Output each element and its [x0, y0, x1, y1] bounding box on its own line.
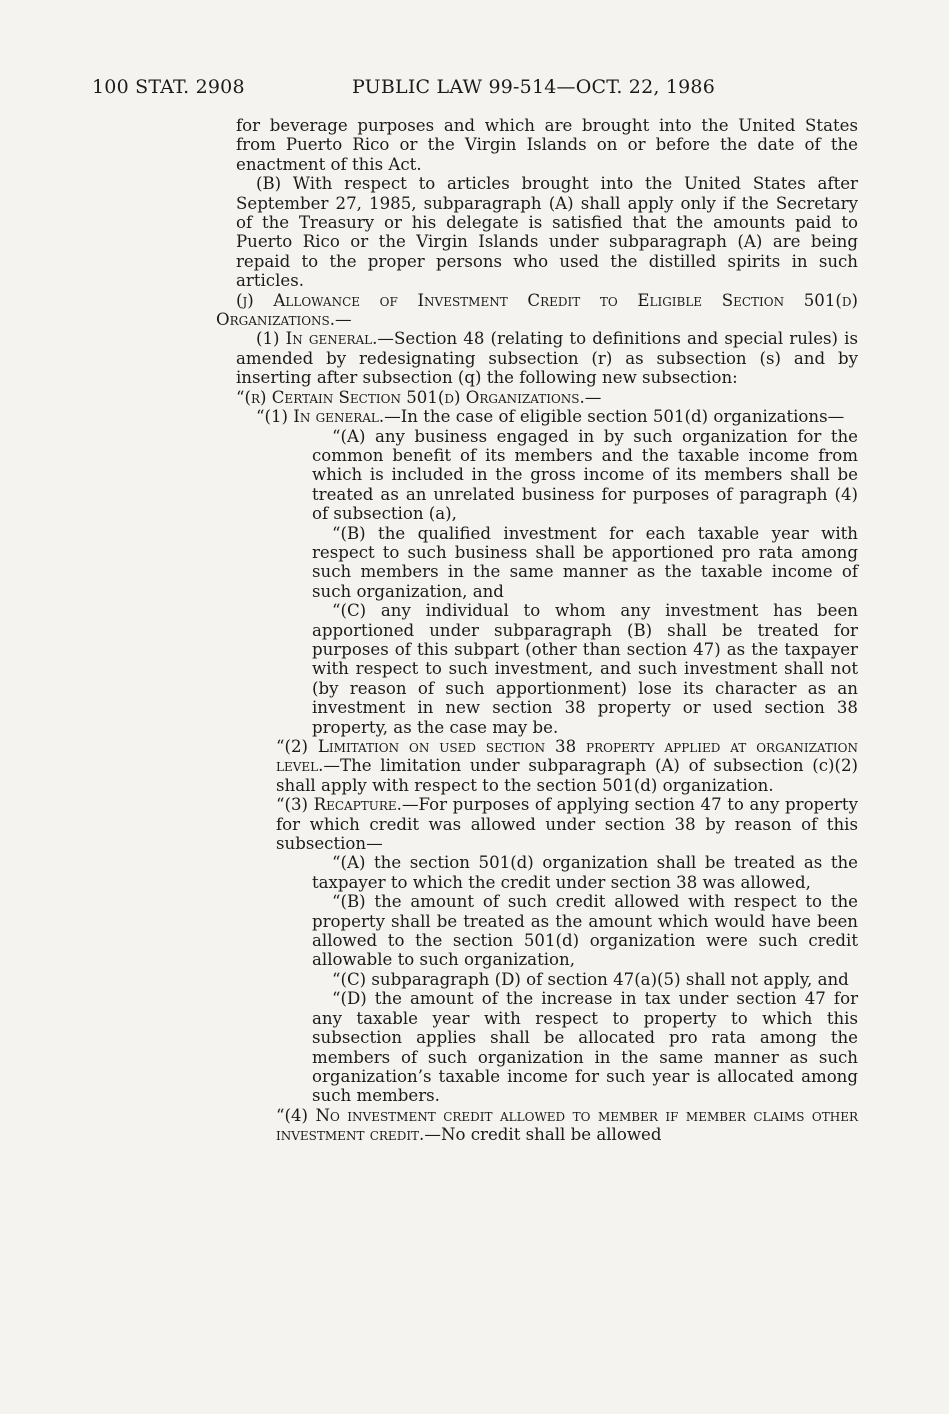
public-law-running-head: PUBLIC LAW 99-514—OCT. 22, 1986 [352, 76, 716, 98]
paragraph-j1 [236, 329, 858, 387]
subparagraph-r3a: “(A) the section 501(d) organization shall be treated as the taxpayer to which the credit under section 38 was allowed, [312, 853, 858, 892]
paragraph-r1-heading: “(1) In general. [256, 407, 385, 427]
paragraph-r1-text: —In the case of eligible section 501(d) organizations— [384, 407, 845, 427]
paragraph-r4-heading: “(4) No investment credit allowed to member if member claims other investment credit. [276, 1105, 858, 1145]
subparagraph-r1c: “(C) any individual to whom any investment has been apportioned under subparagraph (B) shall be treated for purposes of this subpart (other than section 47) as the taxpayer with respect to such investment, and such investment shall not (by reason of such apportionment) lose its character as an investment in new section 38 property or used section 38 property, as the case may be. [312, 601, 858, 737]
subparagraph-r3d: “(D) the amount of the increase in tax under section 47 for any taxable year with respect to property to which this subsection applies shall be allocated pro rata among the members of such organization in the same manner as such organization’s taxable income for such year is allocated among such members. [312, 989, 858, 1106]
subparagraph-r1b: “(B) the qualified investment for each taxable year with respect to such business shall be apportioned pro rata among such members in the same manner as the taxable income of such organization, and [312, 523, 858, 601]
subsection-r-heading: “(r) Certain Section 501(d) Organizations.— [236, 387, 602, 407]
subparagraph-r3b: “(B) the amount of such credit allowed with respect to the property shall be treated as the amount which would have been allowed to the section 501(d) organization were such credit allowable to such organization, [312, 892, 858, 970]
statute-body [216, 116, 858, 1145]
paragraph-r2-text: —The limitation under subparagraph (A) of subsection (c)(2) shall apply with respect to the section 501(d) organization. [276, 756, 858, 795]
subparagraph-b: (B) With respect to articles brought into the United States after September 27, 1985, subparagraph (A) shall apply only if the Secretary of the Treasury or his delegate is satisfied that the amounts paid to Puerto Rico or the Virgin Islands under subparagraph (A) are being repaid to the proper persons who used the distilled spirits in such articles. [236, 174, 858, 291]
paragraph-j1-text: —Section 48 (relating to definitions and special rules) is amended by redesignating subsection (r) as subsection (s) and by inserting after subsection (q) the following new subsection: [236, 329, 858, 388]
paragraph-r2 [236, 737, 858, 795]
paragraph-r4-text: —No credit shall be allowed [424, 1125, 662, 1145]
subsection-j-heading: (j) Allowance of Investment Credit to Eligible Section 501(d) Organizations.— [216, 290, 858, 330]
paragraph-r2-heading: “(2) Limitation on used section 38 property applied at organization level. [276, 737, 858, 776]
paragraph-r3 [236, 795, 858, 853]
statute-page-number: 100 STAT. 2908 [92, 76, 245, 98]
paragraph-r3-text: —For purposes of applying section 47 to any property for which credit was allowed under section 38 by reason of this subsection— [276, 795, 858, 854]
paragraph-r3-heading: “(3) Recapture. [276, 795, 402, 815]
subparagraph-r1a: “(A) any business engaged in by such organization for the common benefit of its members and the taxable income from which is included in the gross income of its members shall be treated as an unrelated business for purposes of paragraph (4) of subsection (a), [312, 426, 858, 524]
subparagraph-r3c: “(C) subparagraph (D) of section 47(a)(5) shall not apply, and [332, 969, 849, 989]
paragraph-j1-heading: (1) In general. [256, 329, 378, 349]
paragraph-r4 [236, 1106, 858, 1145]
paragraph-continuation: for beverage purposes and which are brought into the United States from Puerto Rico or the Virgin Islands on or before the date of the enactment of this Act. [236, 116, 858, 174]
paragraph-r1 [236, 407, 858, 426]
